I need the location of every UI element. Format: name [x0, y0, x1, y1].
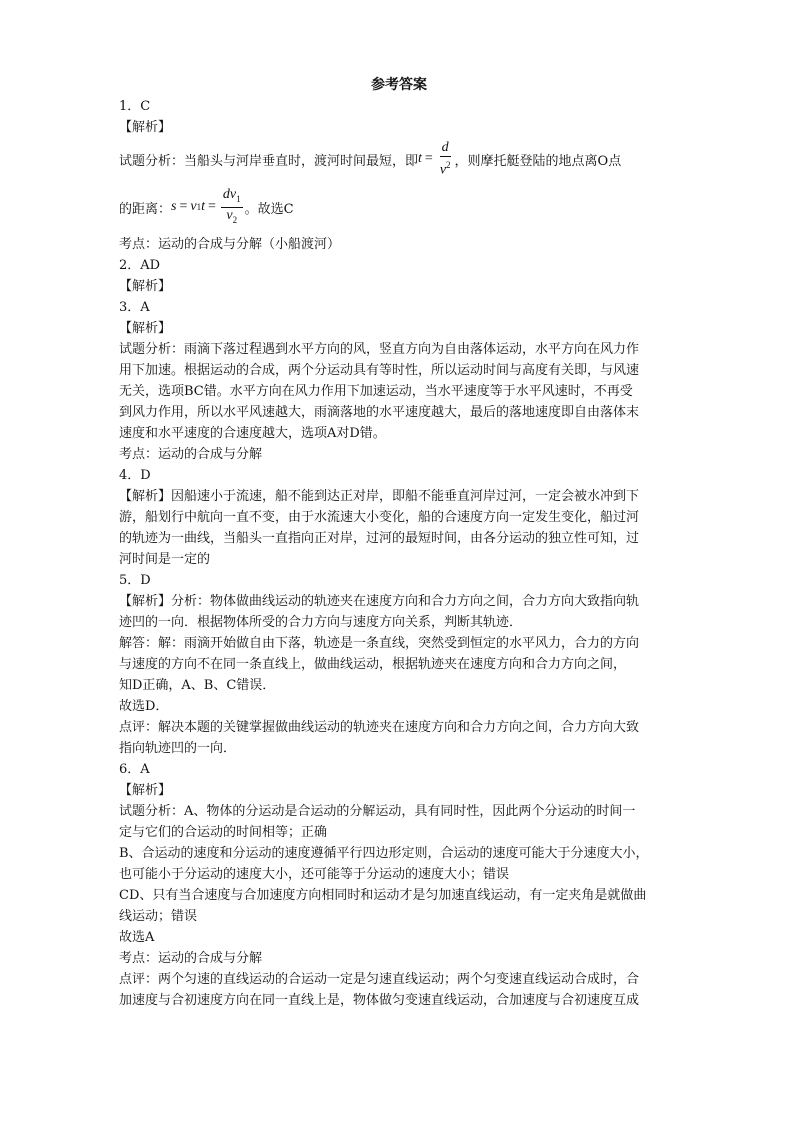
formula-var-v1: v	[190, 199, 197, 214]
text-line: 故选D．	[119, 699, 169, 714]
text-line: 定与它们的合运动的时间相等；正确	[119, 825, 328, 840]
text-line: 点评：解决本题的关键掌握做曲线运动的轨迹夹在速度方向和合力方向之间，合力方向大致	[119, 720, 640, 735]
page-title: 参考答案	[371, 77, 427, 93]
text-line: 的轨迹为一曲线，当船头一直指向正对岸，过河的最短时间，由各分运动的独立性可知，过	[119, 531, 640, 546]
denominator-sup: 2	[446, 159, 451, 170]
text-line: 考点：运动的合成与分解	[119, 951, 263, 966]
text-line: 也可能小于分运动的速度大小，还可能等于分运动的速度大小；错误	[119, 867, 510, 882]
answer-number-3: 3．A	[119, 300, 150, 315]
q1-distance-label: 的距离：	[119, 201, 172, 217]
formula-equals: =	[179, 199, 188, 214]
text-line: 迹凹的一向．根据物体所受的合力方向与速度方向关系，判断其轨迹．	[119, 615, 523, 630]
text-line: 点评：两个匀速的直线运动的合运动一定是匀速直线运动；两个匀变速直线运动合成时，合	[119, 972, 640, 987]
q1-analysis-line	[119, 138, 679, 180]
answer-number-1: 1．C	[119, 99, 151, 114]
text-line: 【解析】分析：物体做曲线运动的轨迹夹在速度方向和合力方向之间，合力方向大致指向轨	[119, 594, 640, 609]
analysis-heading: 【解析】	[119, 279, 172, 294]
fraction-denominator	[224, 208, 239, 228]
q1-time-formula	[418, 140, 455, 179]
text-line: 用下加速。根据运动的合成，两个分运动具有等时性，所以运动时间与高度有关即，与风速	[119, 363, 640, 378]
fraction-numerator: d	[441, 139, 449, 155]
text-line: 河时间是一定的	[119, 552, 211, 567]
text-line: CD、只有当合速度与合加速度方向相同时和运动才是匀加速直线运动，有一定夹角是就做曲	[119, 888, 647, 903]
text-line: 考点：运动的合成与分解	[119, 447, 263, 462]
fraction-numerator	[221, 187, 243, 208]
text-line: B、合运动的速度和分运动的速度遵循平行四边形定则，合运动的速度可能大于分速度大小，	[119, 846, 649, 861]
text-line: 考点：运动的合成与分解（小船渡河）	[119, 237, 341, 252]
q1-distance-tail: 。故选C	[244, 201, 294, 217]
denominator-var: v	[226, 207, 233, 223]
numerator-sub: 1	[236, 193, 241, 204]
text-line: 线运动；错误	[119, 909, 198, 924]
text-line: 无关，选项BC错。水平方向在风力作用下加速运动，当水平速度等于水平风速时，不再受	[119, 384, 633, 399]
q1-distance-formula	[171, 187, 245, 228]
text-line: 速度和水平速度的合速度越大，选项A对D错。	[119, 426, 386, 441]
analysis-heading: 【解析】	[119, 120, 172, 135]
formula-equals: =	[424, 151, 433, 166]
text-line: 指向轨迹凹的一向．	[119, 741, 237, 756]
fraction-d-over-v2	[438, 140, 453, 179]
formula-var-t2: t	[201, 199, 205, 214]
analysis-heading: 【解析】	[119, 783, 172, 798]
text-line: 【解析】因船速小于流速，船不能到达正对岸，即船不能垂直河岸过河，一定会被水冲到下	[119, 489, 640, 504]
formula-var-t: t	[418, 151, 422, 166]
text-line: 游，船划行中航向一直不变，由于水流速大小变化，船的合速度方向一定发生变化，船过河	[119, 510, 640, 525]
fraction-denominator	[438, 157, 453, 179]
q1-analysis-text: 试题分析：当船头与河岸垂直时，渡河时间最短，即	[119, 153, 419, 169]
answer-page	[119, 74, 679, 1011]
numerator-var: dv	[222, 186, 237, 202]
text-line: 试题分析：雨滴下落过程遇到水平方向的风，竖直方向为自由落体运动，水平方向在风力作	[119, 342, 640, 357]
text-line: 知D正确，A、B、C错误．	[119, 678, 276, 693]
q1-distance-line	[119, 180, 679, 234]
answer-number-2: 2．AD	[119, 258, 161, 273]
text-line: 加速度与合初速度方向在同一直线上是，物体做匀变速直线运动，合加速度与合初速度互成	[119, 993, 640, 1008]
text-line: 解答：解：雨滴开始做自由下落，轨迹是一条直线，突然受到恒定的水平风力，合力的方向	[119, 636, 640, 651]
text-line: 到风力作用，所以水平风速越大，雨滴落地的水平速度越大，最后的落地速度即自由落体末	[119, 405, 640, 420]
denominator-sub: 2	[232, 214, 238, 225]
fraction-dv1-over-v2	[221, 187, 243, 228]
formula-sub-1: 1	[196, 202, 202, 212]
analysis-heading: 【解析】	[119, 321, 172, 336]
text-line: 故选A	[119, 930, 155, 945]
answer-number-4: 4．D	[119, 468, 151, 483]
answer-number-6: 6．A	[119, 762, 150, 777]
formula-var-s: s	[171, 199, 177, 214]
formula-equals: =	[207, 199, 216, 214]
denominator-var: v	[439, 162, 447, 178]
text-line: 试题分析：A、物体的分运动是合运动的分解运动，具有同时性，因此两个分运动的时间一	[119, 804, 636, 819]
text-line: 与速度的方向不在同一条直线上，做曲线运动，根据轨迹夹在速度方向和合力方向之间，	[119, 657, 627, 672]
q1-analysis-text-tail: ，则摩托艇登陆的地点离O点	[454, 153, 622, 169]
answer-number-5: 5．D	[119, 573, 151, 588]
